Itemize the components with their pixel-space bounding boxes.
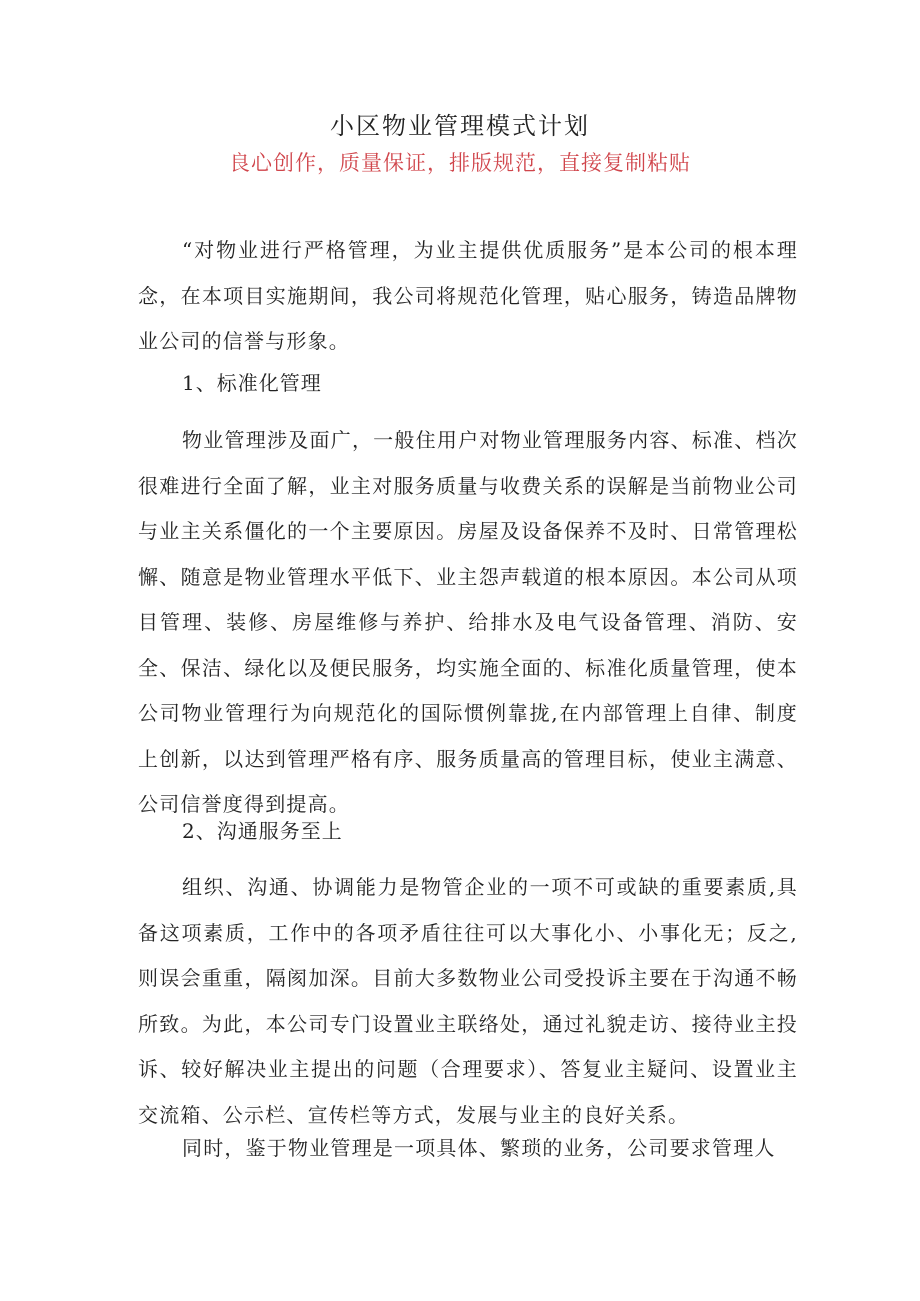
section-1-paragraph: 物业管理涉及面广，一般住用户对物业管理服务内容、标准、档次很难进行全面了解，业主对服务质量与收费关系的误解是当前物业公司与业主关系僵化的一个主要原因。房屋及设备保养不及时、日常管理松懈、随意是物业管理水平低下、业主怨声载道的根本原因。本公司从项目管理、装修、房屋维修与养护、给排水及电气设备管理、消防、安全、保洁、绿化以及便民服务，均实施全面的、标准化质量管理，使本公司物业管理行为向规范化的国际惯例靠拢,在内部管理上自律、制度上创新，以达到管理严格有序、服务质量高的管理目标，使业主满意、公司信誉度得到提高。 — [138, 428, 798, 816]
intro-paragraph: “对物业进行严格管理，为业主提供优质服务”是本公司的根本理念，在本项目实施期间，我公司将规范化管理，贴心服务，铸造品牌物业公司的信誉与形象。 — [138, 238, 798, 353]
document-title: 小区物业管理模式计划 — [330, 112, 590, 140]
section-heading-2: 2、沟通服务至上 — [182, 819, 343, 843]
section-2-paragraph: 组织、沟通、协调能力是物管企业的一项不可或缺的重要素质,具备这项素质，工作中的各项矛盾往往可以大事化小、小事化无；反之,则误会重重，隔阂加深。目前大多数物业公司受投诉主要在于沟通不畅所致。为此，本公司专门设置业主联络处，通过礼貌走访、接待业主投诉、较好解决业主提出的问题（合理要求）、答复业主疑问、设置业主交流箱、公示栏、宣传栏等方式，发展与业主的良好关系。 — [138, 875, 798, 1127]
section-2-paragraph-continued: 同时，鉴于物业管理是一项具体、繁琐的业务，公司要求管理人 — [182, 1136, 776, 1160]
section-heading-1: 1、标准化管理 — [182, 371, 322, 395]
document-subtitle: 良心创作，质量保证，排版规范，直接复制粘贴 — [229, 151, 691, 175]
